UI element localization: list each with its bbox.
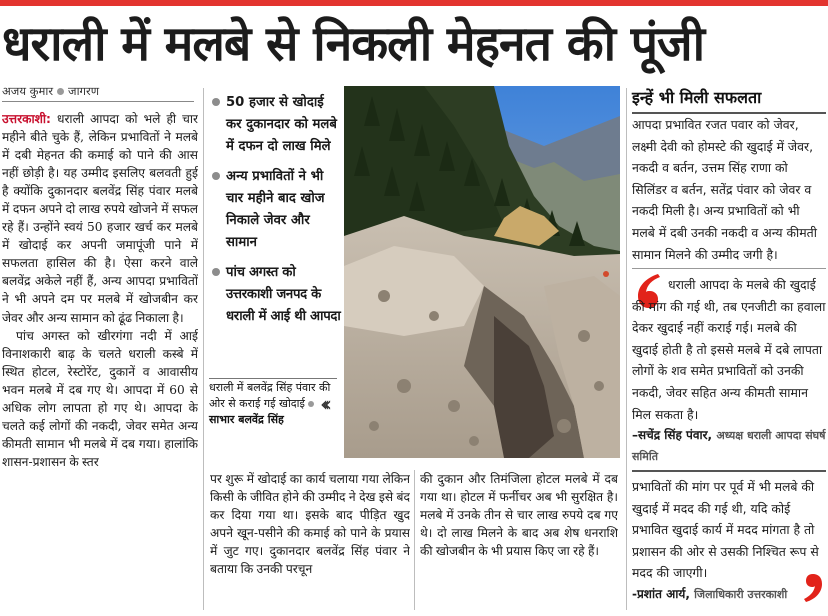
column-divider xyxy=(414,470,415,610)
quote-close-icon xyxy=(800,570,828,606)
article-paragraph xyxy=(2,110,198,327)
divider xyxy=(209,378,337,379)
top-accent-bar xyxy=(0,0,828,6)
highlight-item xyxy=(212,166,342,254)
quote-block xyxy=(632,274,826,467)
column-divider xyxy=(626,88,627,610)
article-column-3 xyxy=(420,470,618,616)
article-paragraph: पर शुरू में खोदाई का कार्य चलाया गया लेकिन किसी के जीवित होने की उम्मीद ने देख इसे बंद कर दिया गया था। इसके बाद पीड़ित खुद अपने खून-पसीने की कमाई को पाने के प्रयास में जुट गए। दुकानदार बलवेंद्र सिंह पंवार ने बताया कि उनकी परचून xyxy=(210,472,410,577)
quote-author-title: जिलाधिकारी उत्तरकाशी xyxy=(694,587,788,601)
bullet-dot-icon xyxy=(57,88,64,95)
highlight-text: 50 हजार से खोदाई कर दुकानदार को मलबे में दफन दो लाख मिले xyxy=(226,95,337,154)
article-paragraph: की दुकान और तिमंजिला होटल मलबे में दब गया था। होटल में फर्नीचर अब भी सुरक्षित है। मलबे में उनके तीन से चार लाख रुपये दब गए थे। दो लाख मिलने के बाद अब शेष धनराशि की खोजबीन के भी प्रयास किए जा रहे हैं। xyxy=(420,472,618,559)
page-title: धराली में मलबे से निकली मेहनत की पूंजी xyxy=(2,16,705,72)
bullet-dot-icon xyxy=(308,401,314,407)
quote-author: –सचेंद्र सिंह पंवार, xyxy=(632,428,713,443)
bullet-dot-icon xyxy=(212,172,220,180)
caption-text: धराली में बलवेंद्र सिंह पंवार की ओर से कराई गई खोदाई xyxy=(209,381,331,410)
quote-signature xyxy=(632,425,826,467)
article-column-2 xyxy=(210,470,410,616)
article-paragraph: पांच अगस्त को खीरगंगा नदी में आई विनाशकारी बाढ़ के चलते धराली कस्बे में स्थित होटल, रेस्टोरेंट, दुकानें व आवासीय भवन मलबे में दब गए थे। आपदा में 60 से अधिक लोग लापता हो गए थे। आपदा के चलते कई लोगों की नकदी, जेवर समेत अन्य कीमती सामान भी मलबे में दब गया। हालांकि शासन-प्रशासन के स्तर xyxy=(2,328,198,469)
bullet-dot-icon xyxy=(212,98,220,106)
dateline: उत्तरकाशी: xyxy=(2,112,51,126)
quote-text: धराली आपदा के मलबे की खुदाई की मांग की गई थी, तब एनजीटी का हवाला देकर खुदाई नहीं कराई गई। मलबे की खुदाई होती है तो इससे मलबे में दबे लापता लोगों के शव समेत प्रभावितों को उनकी नकदी, जेवर सहित अन्य कीमती सामान मिल सकता है। xyxy=(632,277,826,422)
sidebar-title: इन्हें भी मिली सफलता xyxy=(632,88,762,107)
caption-pointer-icon: ‹‹‹ xyxy=(320,392,326,416)
quote-author-title: अध्यक्ष धराली आपदा संघर्ष समिति xyxy=(632,429,826,464)
quote-block xyxy=(632,476,826,605)
byline xyxy=(2,82,202,100)
photo-caption xyxy=(209,380,333,428)
divider xyxy=(632,470,826,472)
article-column-1 xyxy=(2,110,198,616)
author-name: अजय कुमार xyxy=(2,84,54,98)
bullet-dot-icon xyxy=(212,268,220,276)
photo-credit: साभार बलवेंद्र सिंह xyxy=(209,413,284,426)
quote-author: -प्रशांत आर्य, xyxy=(632,586,690,601)
sidebar-text: आपदा प्रभावित रजत पवार को जेवर, लक्ष्मी देवी को होमस्टे की खुदाई में जेवर, नकदी व बर्तन, उत्तम सिंह राणा को सिलिंडर व बर्तन, सतेंद्र पंवार को जेवर व नकदी मिली है। अन्य प्रभावितों को भी मलबे में दबी उनकी नकदी व अन्य कीमती सामान मिलने की उम्मीद जगी है। xyxy=(632,117,817,262)
highlights-list xyxy=(212,92,342,336)
news-photo xyxy=(344,86,620,458)
column-divider xyxy=(203,88,204,610)
quote-signature xyxy=(632,584,826,605)
highlight-text: पांच अगस्त को उत्तरकाशी जनपद के धराली में आई थी आपदा xyxy=(226,265,341,324)
source-name: जागरण xyxy=(68,84,100,98)
quote-text: प्रभावितों की मांग पर पूर्व में भी मलबे की खुदाई में मदद की गई थी, यदि कोई प्रभावित खुदाई कार्य में मदद मांगता है तो प्रशासन की ओर से उसकी निश्चित रूप से मदद की जाएगी। xyxy=(632,479,819,581)
divider xyxy=(632,268,826,269)
highlight-item xyxy=(212,262,342,328)
highlight-text: अन्य प्रभावितों ने भी चार महीने बाद खोज निकाले जेवर और सामान xyxy=(226,169,325,250)
paragraph-text: धराली आपदा को भले ही चार महीने बीते चुके हैं, लेकिन प्रभावितों ने मलबे में दबी मेहनत की कमाई को पाने की आस नहीं छोड़ी है। यह उम्मीद इसलिए बलवती हुई है क्योंकि दुकानदार बलवेंद्र सिंह पंवार मलबे में दफन अपने दो लाख रुपये खोजने में सफल रहे हैं। उन्होंने स्वयं 50 हजार खर्च कर मलबे में खोदाई कर अपनी जमापूंजी पाने में सफलता हासिल की है। ऐसा करने वाले बलवेंद्र अकेले नहीं हैं, अन्य आपदा प्रभावितों ने भी अपने दम पर मलबे में खोजबीन कर जेवर और अन्य सामान को ढूंढ निकाला है। xyxy=(2,112,198,325)
highlight-item xyxy=(212,92,342,158)
divider xyxy=(2,101,194,102)
